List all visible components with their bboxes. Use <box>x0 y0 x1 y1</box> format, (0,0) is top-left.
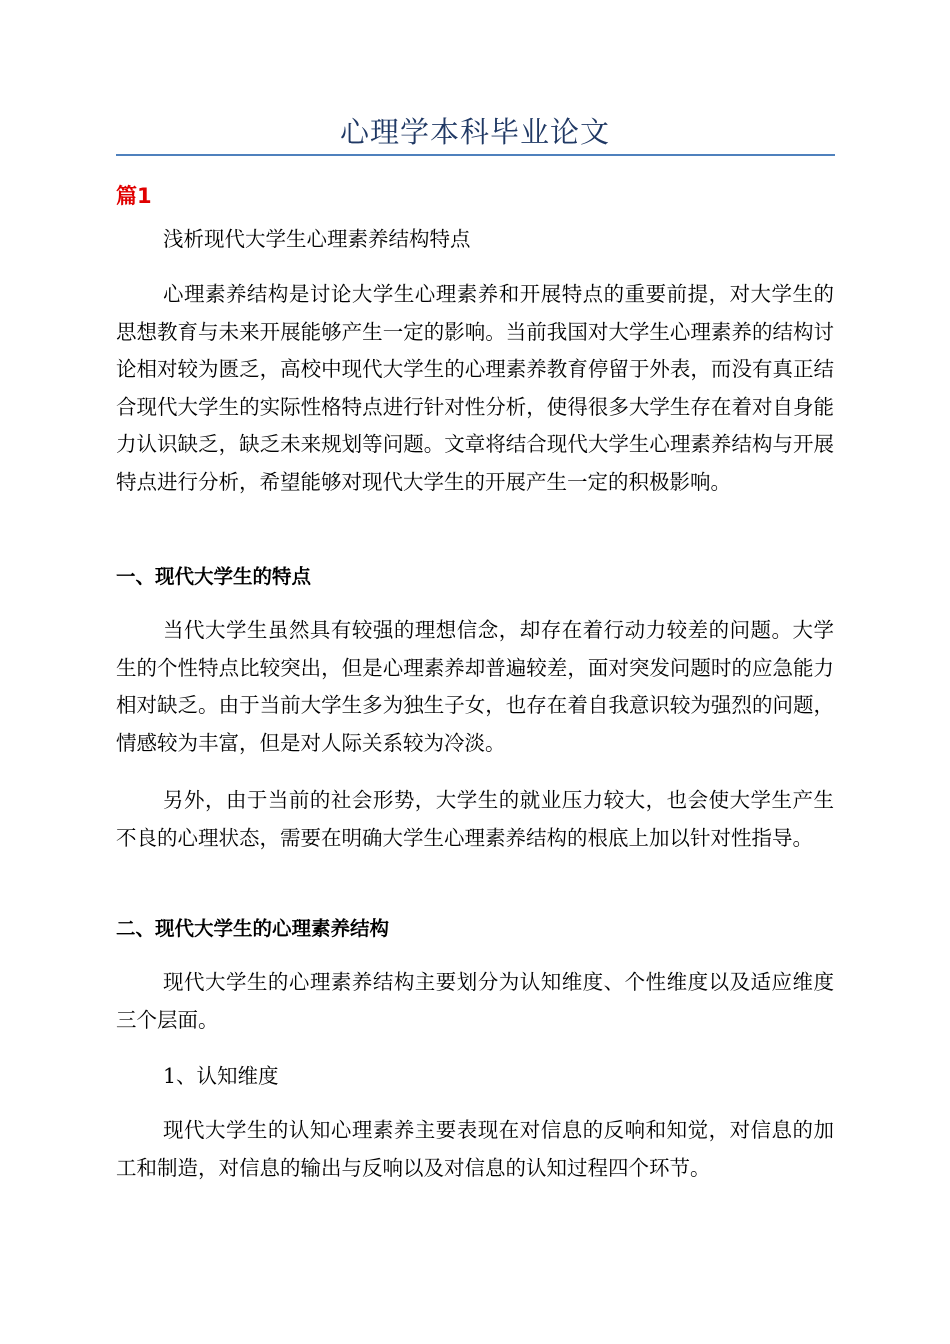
article-subtitle: 浅析现代大学生心理素养结构特点 <box>163 227 471 251</box>
paragraph-section-2a: 现代大学生的心理素养结构主要划分为认知维度、个性维度以及适应维度三个层面。 <box>116 970 834 1032</box>
subheading-cognitive-dimension: 1、认知维度 <box>163 1064 279 1088</box>
paragraph-intro: 心理素养结构是讨论大学生心理素养和开展特点的重要前提，对大学生的思想教育与未来开展能够产生一定的影响。当前我国对大学生心理素养的结构讨论相对较为匮乏，高校中现代大学生的心理素养教育停留于外表，而没有真正结合现代大学生的实际性格特点进行针对性分析，使得很多大学生存在着对自身能力认识缺乏，缺乏未来规划等问题。文章将结合现代大学生心理素养结构与开展特点进行分析，希望能够对现代大学生的开展产生一定的积极影响。 <box>116 282 834 494</box>
paragraph-section-1a: 当代大学生虽然具有较强的理想信念，却存在着行动力较差的问题。大学生的个性特点比较突出，但是心理素养却普遍较差，面对突发问题时的应急能力相对缺乏。由于当前大学生多为独生子女，也存在着自我意识较为强烈的问题，情感较为丰富，但是对人际关系较为冷淡。 <box>116 618 834 755</box>
heading-section-2: 二、现代大学生的心理素养结构 <box>116 917 390 940</box>
heading-section-1: 一、现代大学生的特点 <box>116 565 312 588</box>
title-underline <box>116 154 835 156</box>
paragraph-section-1b: 另外，由于当前的社会形势，大学生的就业压力较大，也会使大学生产生不良的心理状态，需要在明确大学生心理素养结构的根底上加以针对性指导。 <box>116 788 834 850</box>
section-mark: 篇1 <box>116 184 152 208</box>
paragraph-section-2b: 现代大学生的认知心理素养主要表现在对信息的反响和知觉，对信息的加工和制造，对信息的输出与反响以及对信息的认知过程四个环节。 <box>116 1118 834 1180</box>
document-title: 心理学本科毕业论文 <box>339 115 610 149</box>
